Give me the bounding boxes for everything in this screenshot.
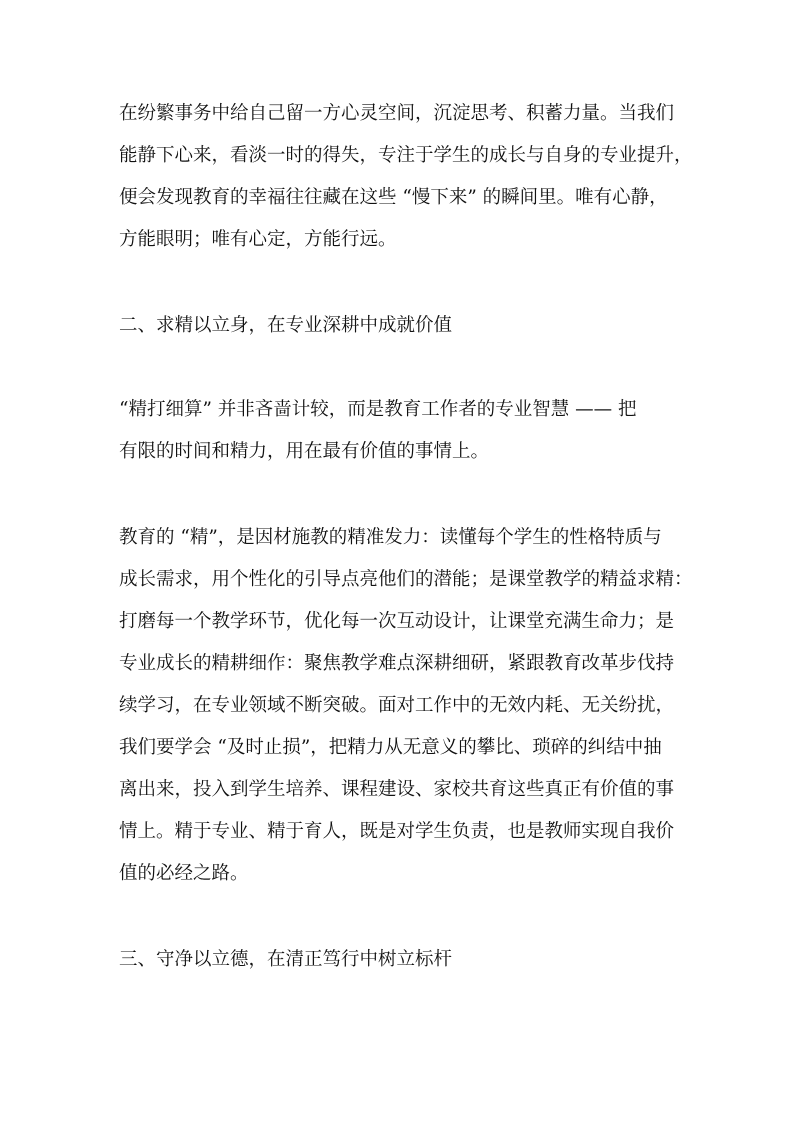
paragraph-2-line-2: 有限的时间和精力，用在最有价值的事情上。 [119,441,490,462]
paragraph-3-line-2: 成长需求，用个性化的引导点亮他们的潜能；是课堂教学的精益求精： [119,569,693,590]
paragraph-3-line-3: 打磨每一个教学环节，优化每一次互动设计，让课堂充满生命力；是 [119,611,675,632]
paragraph-3-line-8: 情上。精于专业、精于育人，既是对学生负责，也是教师实现自我价 [119,821,675,842]
paragraph-3-line-6: 我们要学会 “及时止损”，把精力从无意义的攀比、琐碎的纠结中抽 [119,737,662,758]
paragraph-3-line-9: 值的必经之路。 [119,863,249,884]
section-heading-3: 三、守净以立德，在清正笃行中树立标杆 [119,949,453,970]
paragraph-3-line-4: 专业成长的精耕细作：聚焦教学难点深耕细研，紧跟教育改革步伐持 [119,653,675,674]
paragraph-1-line-1: 在纷繁事务中给自己留一方心灵空间，沉淀思考、积蓄力量。当我们 [119,103,675,124]
paragraph-1-line-2: 能静下心来，看淡一时的得失，专注于学生的成长与自身的专业提升， [119,145,693,166]
section-heading-2: 二、求精以立身，在专业深耕中成就价值 [119,315,453,336]
paragraph-1-line-3: 便会发现教育的幸福往往藏在这些 “慢下来” 的瞬间里。唯有心静， [119,187,668,208]
paragraph-3-line-7: 离出来，投入到学生培养、课程建设、家校共育这些真正有价值的事 [119,779,675,800]
paragraph-3-line-5: 续学习，在专业领域不断突破。面对工作中的无效内耗、无关纷扰， [119,695,675,716]
paragraph-3-line-1: 教育的 “精”，是因材施教的精准发力：读懂每个学生的性格特质与 [119,527,662,548]
paragraph-1-line-4: 方能眼明；唯有心定，方能行远。 [119,229,397,250]
paragraph-2-line-1: “精打细算” 并非吝啬计较，而是教育工作者的专业智慧 —— 把 [119,399,637,420]
